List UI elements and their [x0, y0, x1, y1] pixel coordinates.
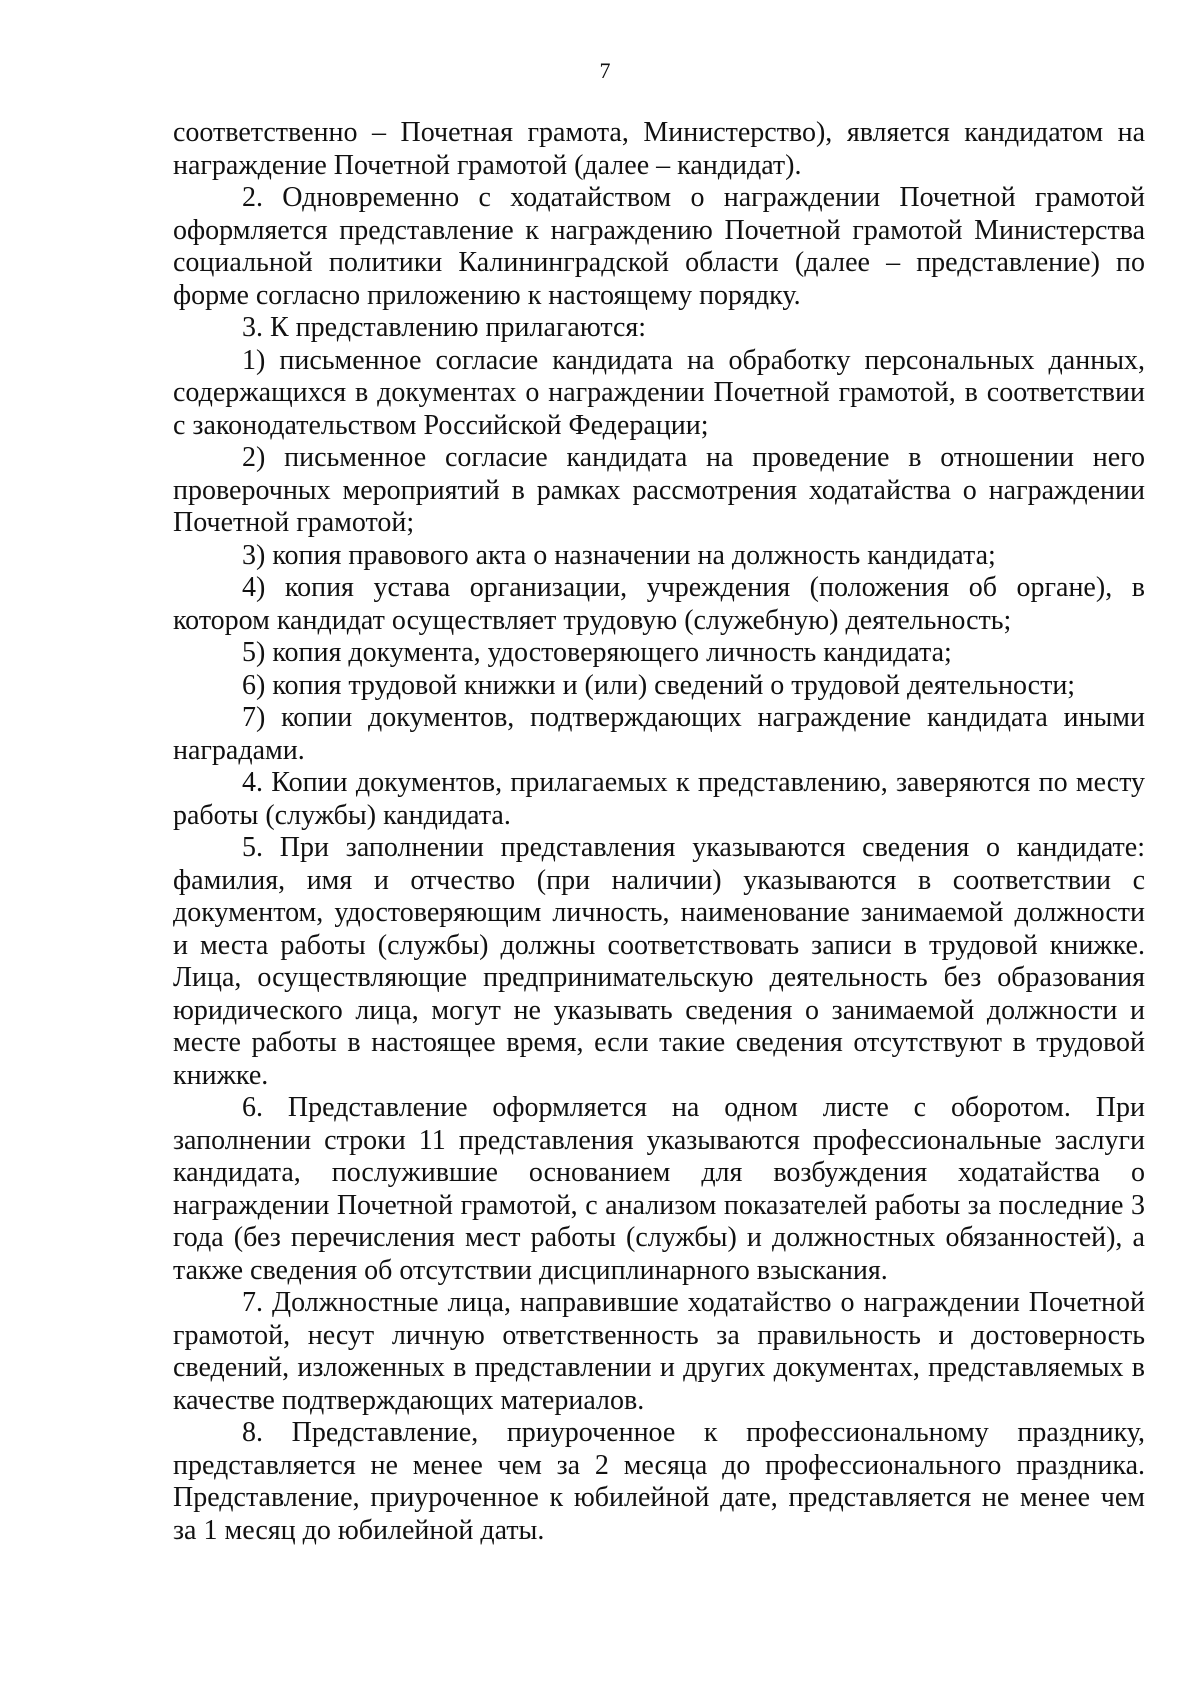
subitem-3-2: 2) письменное согласие кандидата на проведение в отношении него проверочных мероприятий в рамках рассмотрения ходатайства о награждении Почетной грамотой;: [173, 442, 1145, 538]
paragraph-item-7: 7. Должностные лица, направившие ходатайство о награждении Почетной грамотой, несут личную ответственность за правильность и достоверность сведений, изложенных в представлении и других документах, представляемых в качестве подтверждающих материалов.: [173, 1287, 1145, 1416]
paragraph-item-2: 2. Одновременно с ходатайством о награждении Почетной грамотой оформляется представление к награждению Почетной грамотой Министерства социальной политики Калининградской области (далее – представление) по форме согласно приложению к настоящему порядку.: [173, 182, 1145, 311]
paragraph-item-8: 8. Представление, приуроченное к профессиональному празднику, представляется не менее чем за 2 месяца до профессионального праздника. Представление, приуроченное к юбилейной дате, представляется не менее чем за 1 месяц до юбилейной даты.: [173, 1417, 1145, 1546]
subitem-3-4: 4) копия устава организации, учреждения (положения об органе), в котором кандидат осуществляет трудовую (служебную) деятельность;: [173, 572, 1145, 636]
paragraph-continuation: соответственно – Почетная грамота, Министерство), является кандидатом на награждение Почетной грамотой (далее – кандидат).: [173, 117, 1145, 181]
page-number: 7: [599, 58, 611, 83]
paragraph-item-6: 6. Представление оформляется на одном листе с оборотом. При заполнении строки 11 представления указываются профессиональные заслуги кандидата, послужившие основанием для возбуждения ходатайства о награждении Почетной грамотой, с анализом показателей работы за последние 3 года (без перечисления мест работы (службы) и должностных обязанностей), а также сведения об отсутствии дисциплинарного взыскания.: [173, 1092, 1145, 1286]
subitem-3-7: 7) копии документов, подтверждающих награждение кандидата иными наградами.: [173, 702, 1145, 766]
subitem-3-3: 3) копия правового акта о назначении на должность кандидата;: [242, 539, 996, 571]
subitem-3-1: 1) письменное согласие кандидата на обработку персональных данных, содержащихся в документах о награждении Почетной грамотой, в соответствии с законодательством Российской Федерации;: [173, 344, 1145, 441]
paragraph-item-3: 3. К представлению прилагаются:: [242, 312, 647, 343]
subitem-3-5: 5) копия документа, удостоверяющего личность кандидата;: [242, 637, 952, 668]
document-body: [173, 117, 1145, 1547]
subitem-3-6: 6) копия трудовой книжки и (или) сведений о трудовой деятельности;: [242, 669, 1076, 701]
paragraph-item-4: 4. Копии документов, прилагаемых к представлению, заверяются по месту работы (службы) кандидата.: [173, 767, 1145, 831]
paragraph-item-5: 5. При заполнении представления указываются сведения о кандидате: фамилия, имя и отчество (при наличии) указываются в соответствии с документом, удостоверяющим личность, наименование занимаемой должности и места работы (службы) должны соответствовать записи в трудовой книжке. Лица, осуществляющие предпринимательскую деятельность без образования юридического лица, могут не указывать сведения о занимаемой должности и месте работы в настоящее время, если такие сведения отсутствуют в трудовой книжке.: [173, 832, 1145, 1091]
